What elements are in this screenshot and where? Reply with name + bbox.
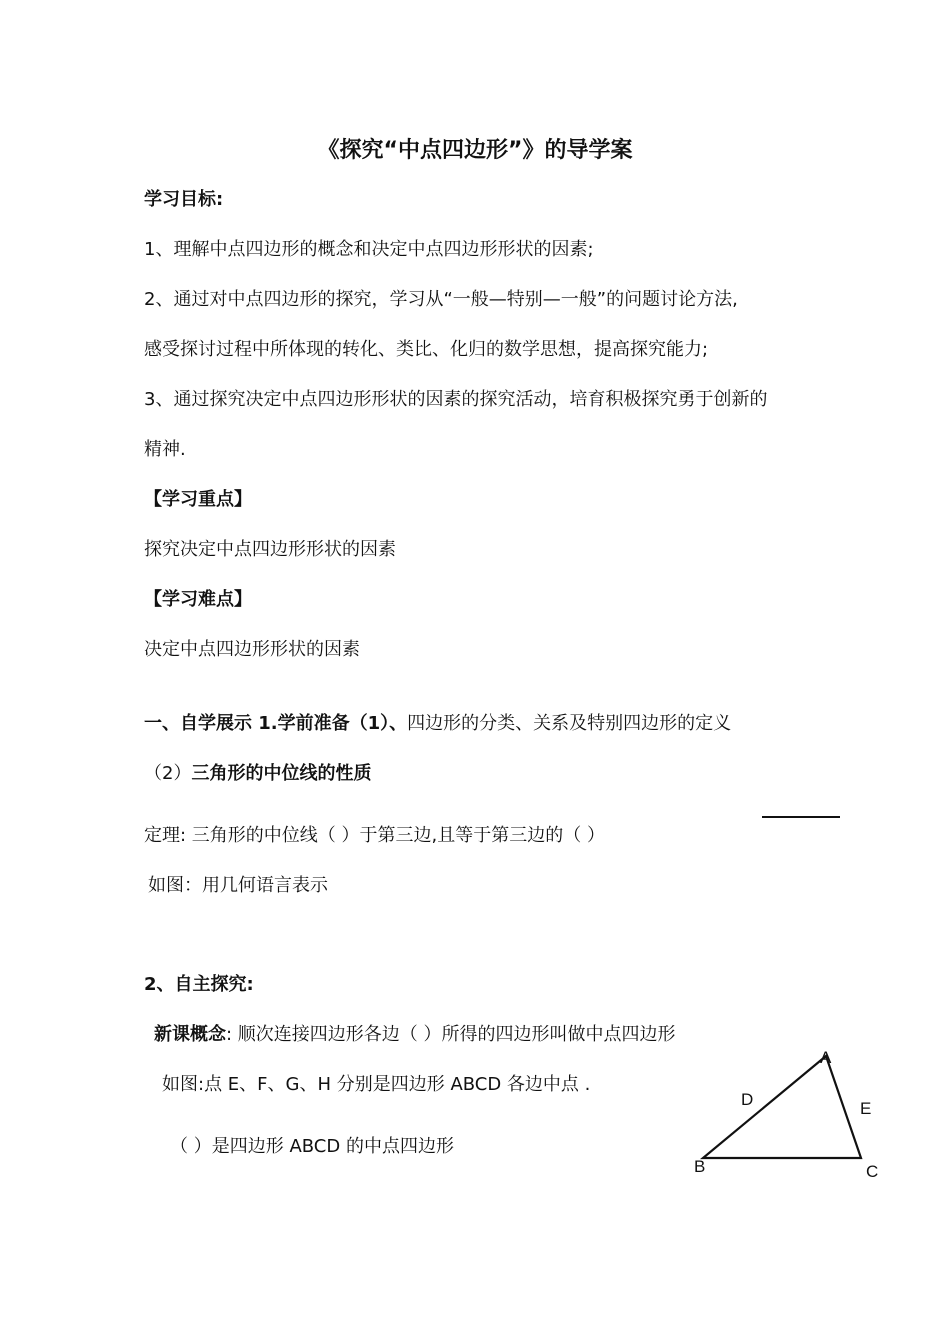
label-D: D <box>741 1090 754 1109</box>
goal-line-1: 1、理解中点四边形的概念和决定中点四边形形状的因素; <box>144 239 594 260</box>
goal-line-4: 3、通过探究决定中点四边形形状的因素的探究活动，培育积极探究勇于创新的 <box>144 389 768 410</box>
blank-line: （ ）是四边形 ABCD 的中点四边形 <box>170 1136 454 1157</box>
goal-line-2: 2、通过对中点四边形的探究，学习从“一般—特别—一般”的问题讨论方法, <box>144 289 738 310</box>
theorem-line: 定理: 三角形的中位线（ ）于第三边,且等于第三边的（ ） <box>144 825 605 846</box>
goal-line-5: 精神. <box>144 439 186 460</box>
concept-text: : 顺次连接四边形各边（ ）所得的四边形叫做中点四边形 <box>226 1024 676 1045</box>
difficult-text: 决定中点四边形形状的因素 <box>144 639 360 660</box>
label-B: B <box>694 1157 706 1176</box>
key-text: 探究决定中点四边形形状的因素 <box>144 539 396 560</box>
goals-heading: 学习目标: <box>144 189 224 210</box>
page-title: 《探究“中点四边形”》的导学案 <box>317 138 633 163</box>
section1-normal: 四边形的分类、关系及特别四边形的定义 <box>407 713 732 734</box>
concept-bold: 新课概念 <box>154 1024 226 1045</box>
sub2-bold: 三角形的中位线的性质 <box>191 763 372 784</box>
figure-description: 如图:点 E、F、G、H 分别是四边形 ABCD 各边中点 . <box>162 1074 591 1095</box>
difficult-heading: 【学习难点】 <box>144 589 252 610</box>
label-A: A <box>820 1048 832 1067</box>
goal-line-3: 感受探讨过程中所体现的转化、类比、化归的数学思想，提高探究能力; <box>144 339 709 360</box>
triangle-shape <box>703 1056 861 1158</box>
section2-heading: 2、自主探究: <box>144 974 254 995</box>
label-C: C <box>866 1162 879 1181</box>
label-E: E <box>860 1099 872 1118</box>
sub2-prefix: （2） <box>144 763 192 784</box>
key-heading: 【学习重点】 <box>144 489 252 510</box>
section1-bold: 一、自学展示 1.学前准备（1）、 <box>144 713 408 734</box>
figure-note: 如图：用几何语言表示 <box>148 875 328 896</box>
